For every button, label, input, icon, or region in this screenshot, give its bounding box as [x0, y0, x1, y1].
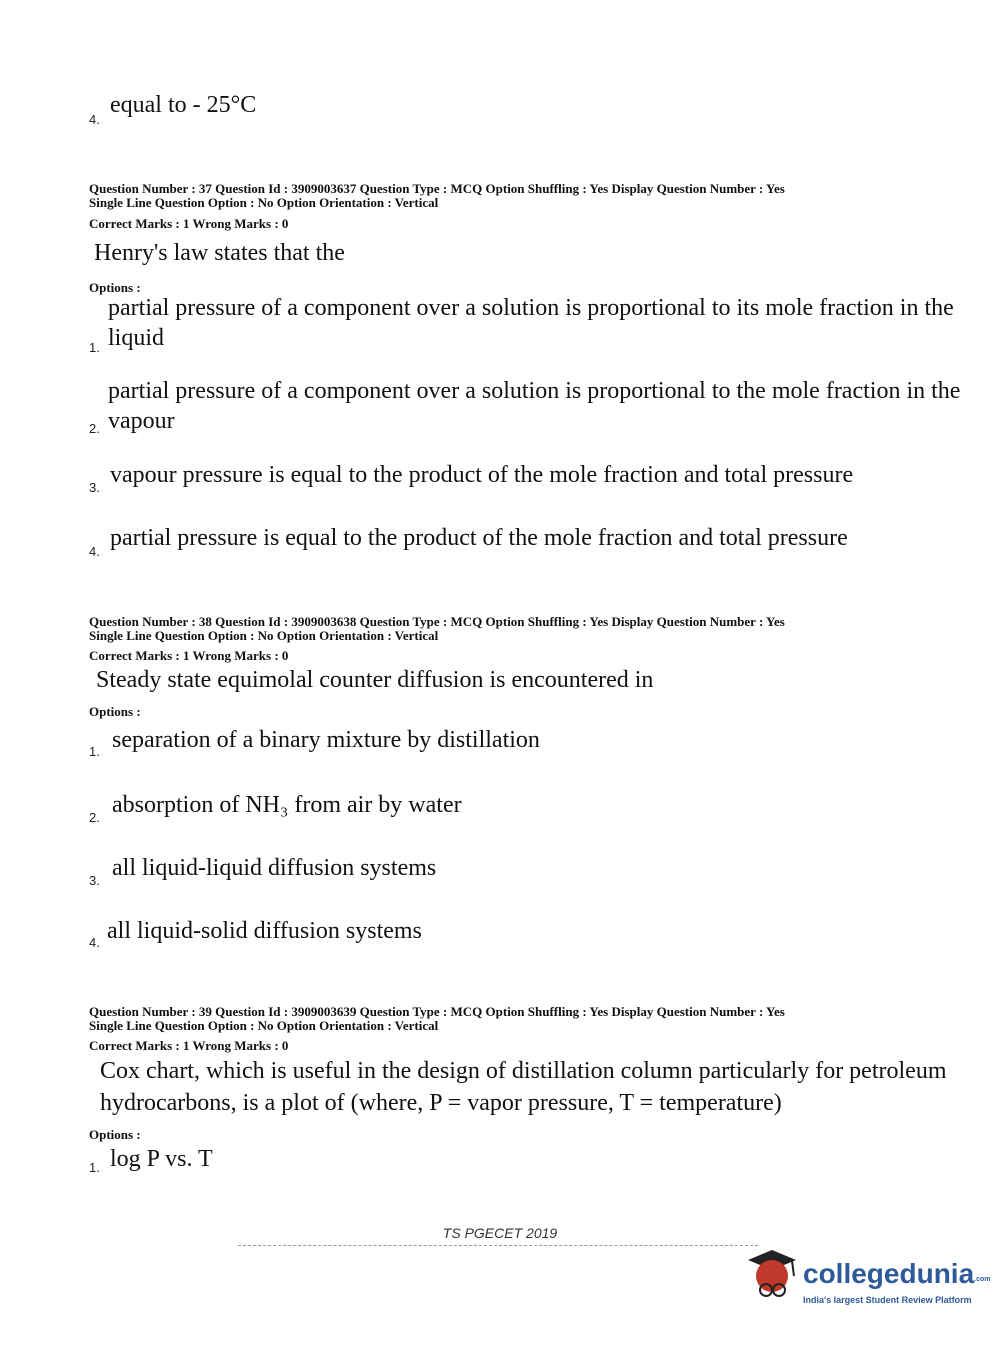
option-number: 4. — [89, 935, 100, 950]
options-label: Options : — [89, 280, 141, 295]
options-label: Options : — [89, 1127, 141, 1142]
question-text: Henry's law states that the — [94, 240, 345, 266]
option-number: 1. — [89, 340, 100, 355]
footer-divider — [238, 1245, 758, 1246]
option-text: partial pressure is equal to the product of the mole fraction and total pressure — [110, 525, 848, 551]
question-meta: Single Line Question Option : No Option Orientation : Vertical — [89, 628, 439, 643]
question-text: Cox chart, which is useful in the design of distillation column particularly for petroleum — [100, 1058, 947, 1084]
question-meta: Single Line Question Option : No Option Orientation : Vertical — [89, 1018, 439, 1033]
question-meta: Question Number : 39 Question Id : 3909003639 Question Type : MCQ Option Shuffling : Yes Display Question Number : Yes — [89, 1004, 785, 1019]
question-text: hydrocarbons, is a plot of (where, P = vapor pressure, T = temperature) — [100, 1090, 782, 1116]
option-number: 3. — [89, 873, 100, 888]
brand-tagline: India's largest Student Review Platform — [803, 1295, 972, 1305]
question-marks: Correct Marks : 1 Wrong Marks : 0 — [89, 1038, 289, 1053]
option-number: 1. — [89, 1160, 100, 1175]
option-text: separation of a binary mixture by distillation — [112, 727, 540, 753]
question-meta: Question Number : 38 Question Id : 3909003638 Question Type : MCQ Option Shuffling : Yes Display Question Number : Yes — [89, 614, 785, 629]
option-text: liquid — [108, 325, 165, 351]
question-marks: Correct Marks : 1 Wrong Marks : 0 — [89, 648, 289, 663]
option-text: log P vs. T — [110, 1146, 213, 1172]
option-text: all liquid-liquid diffusion systems — [112, 855, 437, 881]
option-text: all liquid-solid diffusion systems — [107, 918, 422, 944]
brand-suffix: .com — [974, 1275, 991, 1283]
question-meta: Single Line Question Option : No Option Orientation : Vertical — [89, 195, 439, 210]
option-text: partial pressure of a component over a solution is proportional to its mole fraction in the — [108, 295, 954, 321]
option-number: 1. — [89, 744, 100, 759]
mascot-icon — [742, 1246, 802, 1304]
option-text: vapour pressure is equal to the product of the mole fraction and total pressure — [110, 462, 854, 488]
question-text: Steady state equimolal counter diffusion is encountered in — [96, 667, 654, 693]
option-number: 2. — [89, 421, 100, 436]
option-text: vapour — [108, 408, 175, 434]
option-number: 4. — [89, 112, 100, 127]
footer-exam-label: TS PGECET 2019 — [442, 1225, 558, 1241]
question-meta: Question Number : 37 Question Id : 3909003637 Question Type : MCQ Option Shuffling : Yes Display Question Number : Yes — [89, 181, 785, 196]
option-number: 2. — [89, 810, 100, 825]
option-number: 4. — [89, 544, 100, 559]
option-number: 3. — [89, 480, 100, 495]
brand-logo — [803, 1258, 991, 1290]
options-label: Options : — [89, 704, 141, 719]
question-marks: Correct Marks : 1 Wrong Marks : 0 — [89, 216, 289, 231]
brand-name: collegedunia — [803, 1258, 975, 1289]
option-text: equal to - 25°C — [110, 92, 257, 118]
option-text: absorption of NH₃ from air by water — [112, 792, 462, 818]
option-text: partial pressure of a component over a solution is proportional to the mole fraction in the — [108, 378, 961, 404]
